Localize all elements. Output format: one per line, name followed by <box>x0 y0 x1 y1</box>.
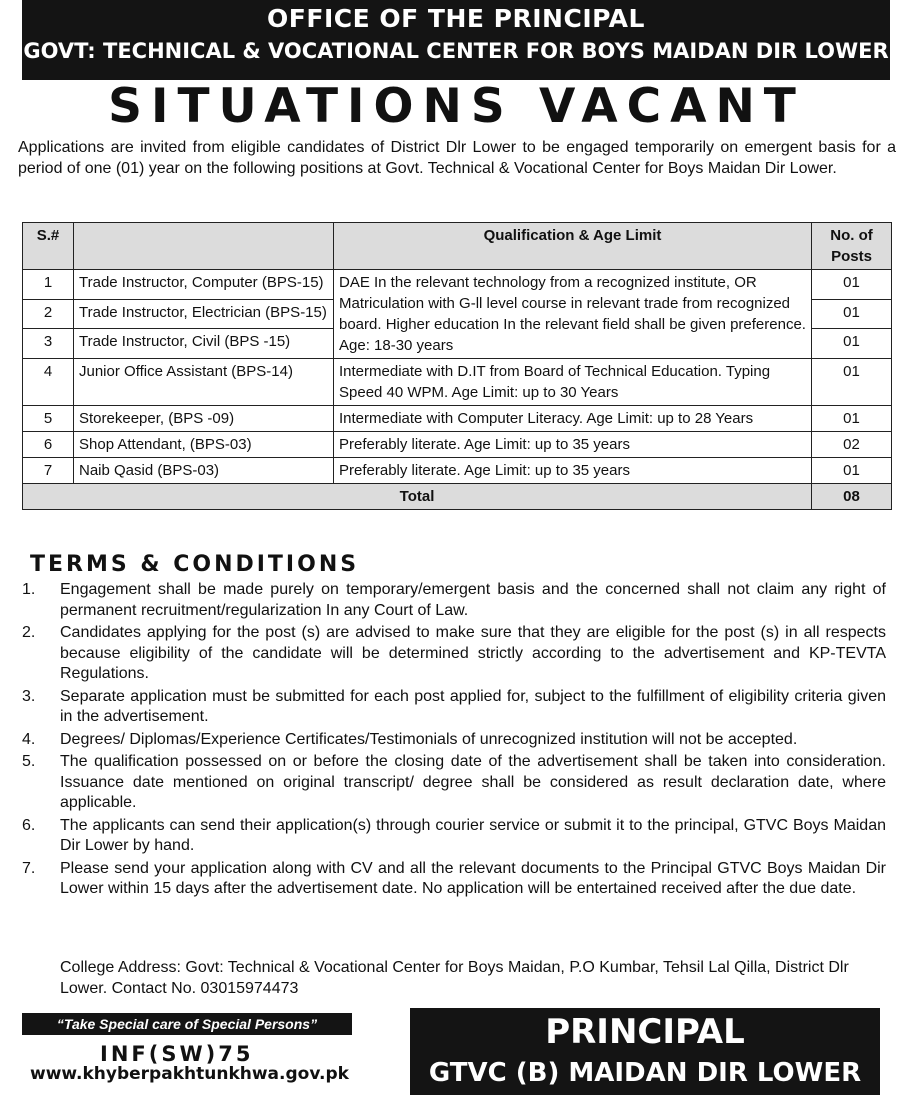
table-row <box>23 458 892 484</box>
row-post: Junior Office Assistant (BPS-14) <box>74 359 334 406</box>
total-value: 08 <box>812 484 892 510</box>
row-qualification: Intermediate with D.IT from Board of Technical Education. Typing Speed 40 WPM. Age Limit: up to 30 Years <box>334 359 812 406</box>
row-posts: 01 <box>812 458 892 484</box>
list-item <box>22 816 886 857</box>
term-text: Engagement shall be made purely on temporary/emergent basis and the concerned shall not claim any right of permanent recruitment/regularization In any Court of Law. <box>60 581 886 619</box>
table-row <box>23 406 892 432</box>
row-qualification: Intermediate with Computer Literacy. Age Limit: up to 28 Years <box>334 406 812 432</box>
term-text: Candidates applying for the post (s) are advised to make sure that they are eligible for the post (s) in all respects because eligibility of the candidate will be determined strictly according to the advertisement and KP-TEVTA Regulations. <box>60 624 886 682</box>
row-post: Shop Attendant, (BPS-03) <box>74 432 334 458</box>
list-item <box>22 687 886 728</box>
shared-age-limit: Age: 18-30 years <box>339 337 454 354</box>
college-address: College Address: Govt: Technical & Vocational Center for Boys Maidan, P.O Kumbar, Tehsil Lal Qilla, District Dlr Lower. Contact No. 03015974473 <box>60 959 849 997</box>
term-number: 4. <box>22 730 36 748</box>
table-row <box>23 432 892 458</box>
list-item <box>22 859 886 900</box>
list-item <box>22 752 886 814</box>
table-row <box>23 270 892 300</box>
row-sn: 2 <box>23 299 74 329</box>
row-sn: 5 <box>23 406 74 432</box>
table-row <box>23 359 892 406</box>
row-posts: 02 <box>812 432 892 458</box>
row-sn: 7 <box>23 458 74 484</box>
row-post: Naib Qasid (BPS-03) <box>74 458 334 484</box>
row-sn: 3 <box>23 329 74 359</box>
header-post <box>74 223 334 270</box>
terms-heading: TERMS & CONDITIONS <box>30 552 360 577</box>
term-number: 7. <box>22 859 36 877</box>
term-text: The qualification possessed on or before the closing date of the advertisement shall be taken into consideration. Issuance date mentioned on original transcript/ degree shall be considered as result declaration date, where applicable. <box>60 753 886 811</box>
positions-table <box>22 222 892 510</box>
row-posts: 01 <box>812 359 892 406</box>
total-label: Total <box>23 484 812 510</box>
principal-title: PRINCIPAL <box>545 1012 745 1052</box>
header-qualification: Qualification & Age Limit <box>334 223 812 270</box>
row-qualification: Preferably literate. Age Limit: up to 35 years <box>334 458 812 484</box>
principal-signature-box <box>410 1008 880 1095</box>
table-header-row <box>23 223 892 270</box>
intro-paragraph: Applications are invited from eligible candidates of District Dlr Lower to be engaged temporarily on emergent basis for a period of one (01) year on the following positions at Govt. Technical & Vocational Center for Boys Maidan Dir Lower. <box>18 139 896 177</box>
row-posts: 01 <box>812 406 892 432</box>
slogan-banner: “Take Special care of Special Persons” <box>22 1013 352 1035</box>
row-posts: 01 <box>812 270 892 300</box>
term-text: Degrees/ Diplomas/Experience Certificates/Testimonials of unrecognized institution will not be accepted. <box>60 730 798 748</box>
row-post: Trade Instructor, Civil (BPS -15) <box>74 329 334 359</box>
term-text: The applicants can send their application(s) through courier service or submit it to the principal, GTVC Boys Maidan Dir Lower by hand. <box>60 816 886 854</box>
row-posts: 01 <box>812 299 892 329</box>
list-item <box>22 730 886 751</box>
row-sn: 1 <box>23 270 74 300</box>
term-text: Separate application must be submitted for each post applied for, subject to the fulfillment of eligibility criteria given in the advertisement. <box>60 687 886 725</box>
principal-org: GTVC (B) MAIDAN DIR LOWER <box>428 1058 862 1088</box>
list-item <box>22 623 886 685</box>
website-link[interactable]: www.khyberpakhtunkhwa.gov.pk <box>30 1064 349 1084</box>
row-post: Trade Instructor, Electrician (BPS-15) <box>74 299 334 329</box>
term-number: 1. <box>22 581 36 598</box>
terms-list <box>22 580 886 902</box>
header-sn: S.# <box>23 223 74 270</box>
total-row <box>23 484 892 510</box>
row-sn: 4 <box>23 359 74 406</box>
list-item <box>22 580 886 621</box>
row-posts: 01 <box>812 329 892 359</box>
page-title: SITUATIONS VACANT <box>108 79 805 134</box>
inf-code: INF(SW)75 <box>100 1042 254 1066</box>
row-post: Trade Instructor, Computer (BPS-15) <box>74 270 334 300</box>
term-text: Please send your application along with CV and all the relevant documents to the Principal GTVC Boys Maidan Dir Lower within 15 days after the advertisement date. No application will be entertained received after the due date. <box>60 859 886 897</box>
office-title: OFFICE OF THE PRINCIPAL <box>267 4 645 33</box>
institution-name: GOVT: TECHNICAL & VOCATIONAL CENTER FOR BOYS MAIDAN DIR LOWER <box>23 39 889 63</box>
row-post: Storekeeper, (BPS -09) <box>74 406 334 432</box>
term-number: 2. <box>22 624 36 641</box>
shared-qualification <box>334 270 812 359</box>
shared-qualification-text: DAE In the relevant technology from a recognized institute, OR Matriculation with G-ll level course in relevant trade from recognized board. Higher education In the relevant field shall be given preference. <box>339 274 806 333</box>
term-number: 6. <box>22 816 36 834</box>
header-no-of-posts: No. of Posts <box>812 223 892 270</box>
term-number: 3. <box>22 687 36 705</box>
row-sn: 6 <box>23 432 74 458</box>
header-bar <box>22 0 890 80</box>
term-number: 5. <box>22 753 36 770</box>
row-qualification: Preferably literate. Age Limit: up to 35 years <box>334 432 812 458</box>
